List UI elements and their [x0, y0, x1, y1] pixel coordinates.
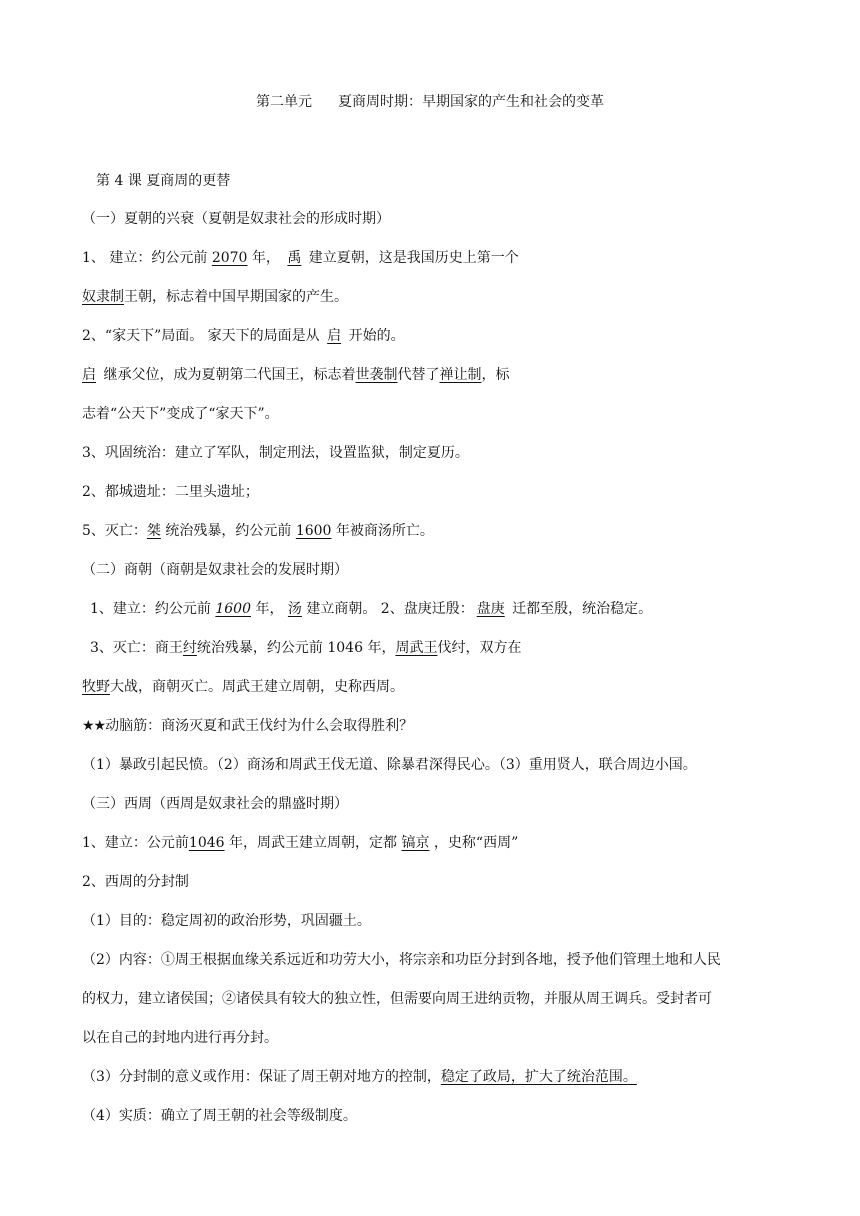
lesson-title: 第 4 课 夏商周的更替	[96, 173, 231, 189]
answer-blank: 世袭制	[355, 367, 398, 383]
answer-blank: 启	[327, 328, 342, 344]
star-icon: ★★	[82, 718, 106, 734]
paragraph-family-rule: 2、“家天下”局面。 家天下的局面是从 启 开始的。	[82, 328, 405, 344]
paragraph-xia-founding-cont: 奴隶制王朝，标志着中国早期国家的产生。	[82, 289, 348, 305]
section-heading-shang: （二）商朝（商朝是奴隶社会的发展时期）	[82, 562, 348, 578]
answer-blank: 汤	[287, 601, 302, 617]
paragraph-shang-founding: 1、建立：约公元前 1600 年， 汤 建立商朝。 2、盘庚迁殷： 盘庚 迁都至殷，统治稳定。	[90, 601, 653, 617]
answer-blank: 牧野	[82, 679, 110, 695]
answer-blank: 镐京	[401, 835, 430, 851]
paragraph-family-rule-end: 志着“公天下”变成了“家天下”。	[82, 406, 279, 422]
answer-blank: 桀	[146, 523, 161, 539]
answer-blank: 禹	[287, 250, 302, 266]
paragraph-zhou-founding: 1、建立：公元前1046 年，周武王建立周朝，定都 镐京 ，史称“西周”	[82, 835, 519, 851]
answer-blank: 禅让制	[439, 367, 482, 383]
answer-blank: 2070	[211, 250, 248, 266]
section-heading-western-zhou: （三）西周（西周是奴隶社会的鼎盛时期）	[82, 796, 348, 812]
answer-blank: 纣	[182, 640, 197, 656]
answer-blank: 周武王	[395, 640, 438, 656]
paragraph-capital-site: 2、都城遗址：二里头遗址；	[82, 484, 259, 500]
think-answer: （1）暴政引起民愤。（2）商汤和周武王伐无道、除暴君深得民心。（3）重用贤人，联合周边小国。	[82, 757, 697, 773]
paragraph-feudal-content-3: 以在自己的封地内进行再分封。	[82, 1030, 278, 1046]
paragraph-feudal-essence: （4）实质：确立了周王朝的社会等级制度。	[82, 1108, 357, 1124]
answer-blank: 1600	[215, 601, 251, 617]
paragraph-xia-fall: 5、灭亡：桀 统治残暴，约公元前 1600 年被商汤所亡。	[82, 523, 434, 539]
unit-number: 第二单元	[256, 94, 312, 110]
unit-title	[0, 93, 860, 111]
paragraph-family-rule-detail: 启 继承父位，成为夏朝第二代国王，标志着世袭制代替了禅让制，标	[82, 367, 510, 383]
answer-blank: 盘庚	[476, 601, 505, 617]
think-question: ★★动脑筋：商汤灭夏和武王伐纣为什么会取得胜利？	[82, 718, 414, 734]
answer-blank: 稳定了政局，扩大了统治范围。	[440, 1069, 637, 1085]
paragraph-consolidation: 3、巩固统治：建立了军队，制定刑法，设置监狱，制定夏历。	[82, 445, 469, 461]
paragraph-feudal-significance: （3）分封制的意义或作用：保证了周王朝对地方的控制，稳定了政局，扩大了统治范围。	[82, 1069, 637, 1085]
answer-blank: 奴隶制	[82, 289, 124, 305]
answer-blank: 1600	[295, 523, 332, 539]
paragraph-feudal-purpose: （1）目的：稳定周初的政治形势，巩固疆土。	[82, 913, 371, 929]
answer-blank: 1046	[188, 835, 225, 851]
answer-blank: 启	[82, 367, 96, 383]
unit-subtitle: 夏商周时期：早期国家的产生和社会的变革	[338, 94, 604, 110]
paragraph-feudal-system: 2、西周的分封制	[82, 874, 189, 890]
paragraph-shang-fall: 3、灭亡：商王纣统治残暴，约公元前 1046 年，周武王伐纣，双方在	[90, 640, 522, 656]
section-heading-xia: （一）夏朝的兴衰（夏朝是奴隶社会的形成时期）	[82, 211, 390, 227]
paragraph-feudal-content-1: （2）内容：①周王根据血缘关系远近和功劳大小，将宗亲和功臣分封到各地，授予他们管理土地和人民	[82, 952, 721, 968]
paragraph-feudal-content-2: 的权力，建立诸侯国；②诸侯具有较大的独立性，但需要向周王进纳贡物，并服从周王调兵。受封者可	[82, 991, 712, 1007]
paragraph-shang-fall-cont: 牧野大战，商朝灭亡。周武王建立周朝，史称西周。	[82, 679, 404, 695]
paragraph-xia-founding: 1、 建立：约公元前 2070 年， 禹 建立夏朝，这是我国历史上第一个	[82, 250, 519, 266]
